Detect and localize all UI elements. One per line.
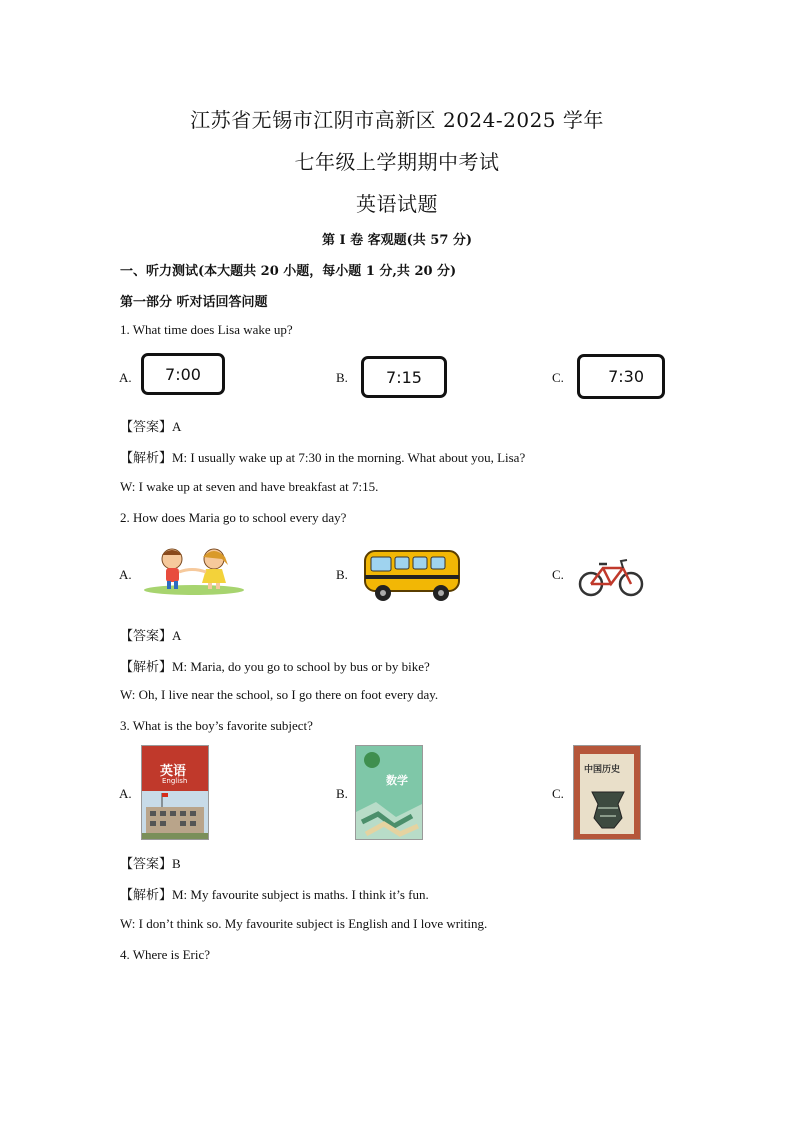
q1-option-c-clock: 7:30 bbox=[577, 354, 665, 399]
q2-analysis: 【解析】M: Maria, do you go to school by bus or by bike? bbox=[120, 659, 430, 674]
q2-option-a-label: A. bbox=[119, 567, 132, 582]
math-book-title: 数学 bbox=[386, 774, 408, 787]
bicycle-icon bbox=[577, 556, 645, 598]
q1-option-c-label: C. bbox=[552, 370, 564, 385]
english-textbook-cover bbox=[141, 745, 209, 840]
q3-option-b-label: B. bbox=[336, 786, 348, 801]
q3-reply: W: I don’t think so. My favourite subject is English and I love writing. bbox=[120, 916, 488, 931]
q3-option-a-label: A. bbox=[119, 786, 132, 801]
q1-option-a-label: A. bbox=[119, 370, 132, 385]
bronze-vessel-icon bbox=[588, 788, 628, 832]
school-bus-icon bbox=[361, 545, 463, 605]
walking-children-icon bbox=[142, 545, 246, 595]
question-2-prompt: 2. How does Maria go to school every day? bbox=[120, 510, 347, 525]
q3-option-c-label: C. bbox=[552, 786, 564, 801]
english-book-title: 英语 bbox=[160, 764, 187, 779]
q1-option-b-label: B. bbox=[336, 370, 348, 385]
math-book-logo-icon bbox=[364, 752, 380, 768]
q1-option-b-clock: 7:15 bbox=[361, 356, 447, 398]
q2-answer: 【答案】A bbox=[120, 628, 182, 643]
math-textbook-cover bbox=[355, 745, 423, 840]
q2-option-c-label: C. bbox=[552, 567, 564, 582]
q2-reply: W: Oh, I live near the school, so I go there on foot every day. bbox=[120, 687, 439, 702]
building-photo-icon bbox=[142, 791, 208, 839]
volume-heading: 第 I 卷 客观题(共 57 分) bbox=[321, 233, 473, 248]
history-book-title: 中国历史 bbox=[584, 765, 621, 775]
question-4-prompt: 4. Where is Eric? bbox=[120, 947, 210, 962]
part-heading: 第一部分 听对话回答问题 bbox=[120, 295, 268, 310]
q1-reply: W: I wake up at seven and have breakfast at 7:15. bbox=[120, 479, 379, 494]
q1-option-a-clock: 7:00 bbox=[141, 353, 225, 395]
q2-option-b-label: B. bbox=[336, 567, 348, 582]
history-textbook-cover bbox=[573, 745, 641, 840]
exam-title-line3: 英语试题 bbox=[356, 192, 438, 216]
q1-analysis: 【解析】M: I usually wake up at 7:30 in the morning. What about you, Lisa? bbox=[120, 450, 526, 465]
exam-title-line1: 江苏省无锡市江阴市高新区 2024-2025 学年 bbox=[190, 108, 604, 132]
question-3-prompt: 3. What is the boy’s favorite subject? bbox=[120, 718, 313, 733]
section-heading: 一、听力测试(本大题共 20 小题，每小题 1 分,共 20 分) bbox=[120, 264, 457, 279]
q3-analysis: 【解析】M: My favourite subject is maths. I think it’s fun. bbox=[120, 887, 429, 902]
english-book-subtitle: English bbox=[162, 777, 188, 785]
question-1-prompt: 1. What time does Lisa wake up? bbox=[120, 322, 293, 337]
exam-title-line2: 七年级上学期期中考试 bbox=[294, 150, 500, 174]
q3-answer: 【答案】B bbox=[120, 856, 181, 871]
q1-answer: 【答案】A bbox=[120, 419, 182, 434]
maze-graphic-icon bbox=[356, 792, 422, 839]
